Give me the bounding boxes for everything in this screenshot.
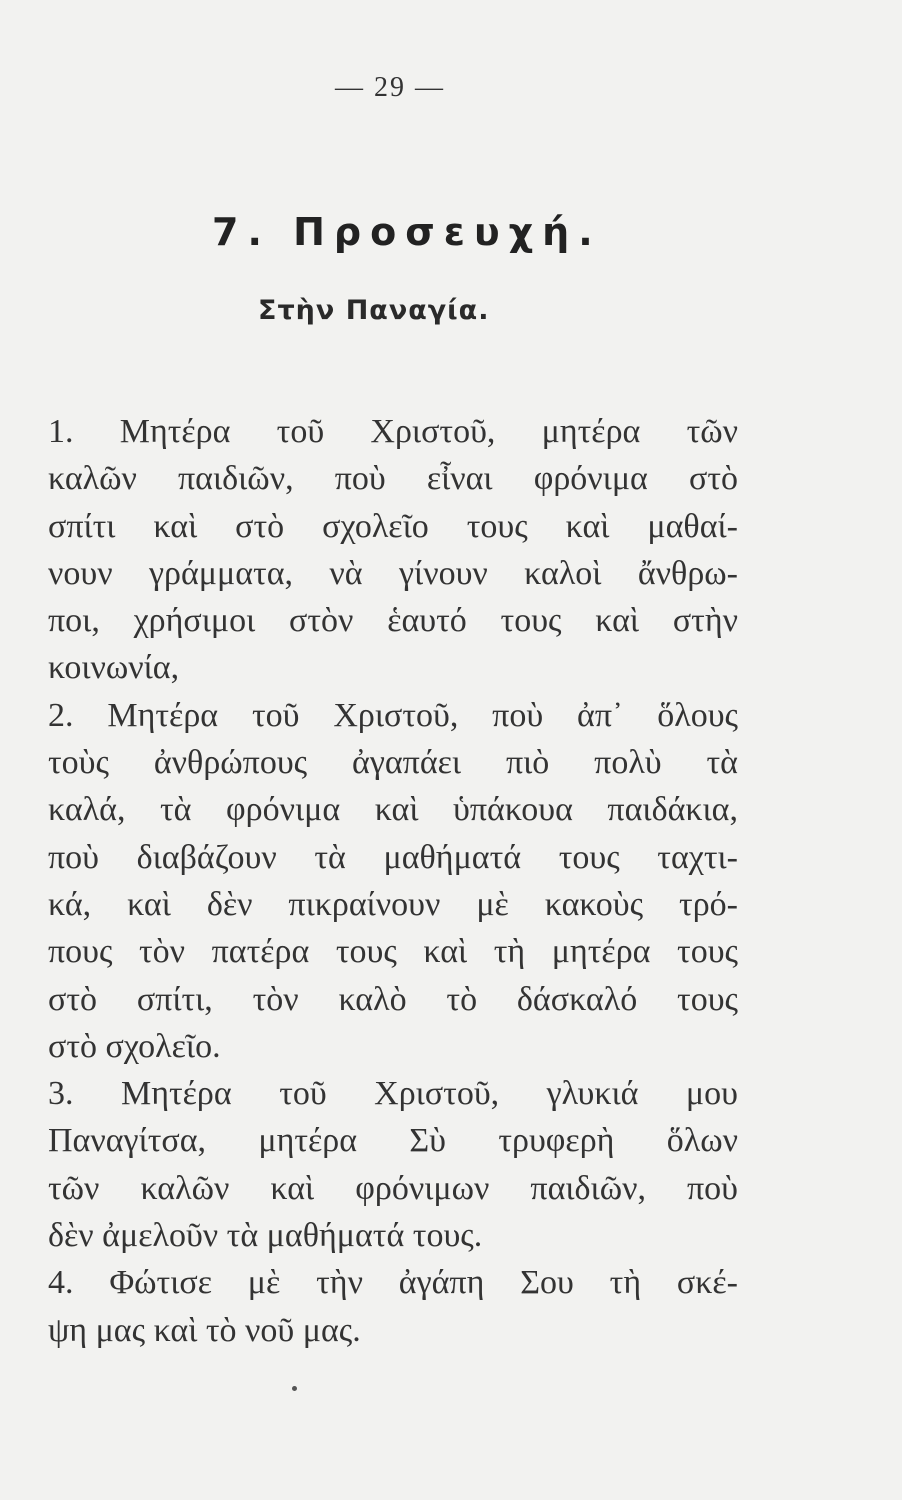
text-line: σπίτι καὶ στὸ σχολεῖο τους καὶ μαθαί- [48,507,738,545]
text-line: καλῶν παιδιῶν, ποὺ εἶναι φρόνιμα στὸ [48,460,738,498]
text-line: ποι, χρήσιμοι στὸν ἑαυτό τους καὶ στὴν [48,602,738,640]
subtitle: Στὴν Παναγία. [258,295,490,326]
text-line: κοινωνία, [48,649,180,687]
text-line: πους τὸν πατέρα τους καὶ τὴ μητέρα τους [48,933,738,971]
ink-speck [292,1386,297,1391]
text-line: καλά, τὰ φρόνιμα καὶ ὑπάκουα παιδάκια, [48,791,738,829]
text-line: ψη μας καὶ τὸ νοῦ μας. [48,1311,361,1349]
text-line: 4. Φώτισε μὲ τὴν ἀγάπη Σου τὴ σκέ- [48,1264,738,1302]
text-line: Παναγίτσα, μητέρα Σὺ τρυφερὴ ὅλων [48,1122,738,1160]
text-line: τοὺς ἀνθρώπους ἀγαπάει πιὸ πολὺ τὰ [48,744,738,782]
text-line: νουν γράμματα, νὰ γίνουν καλοὶ ἄνθρω- [48,554,738,592]
text-line: στὸ σπίτι, τὸν καλὸ τὸ δάσκαλό τους [48,980,738,1018]
text-line: 3. Μητέρα τοῦ Χριστοῦ, γλυκιά μου [48,1075,738,1113]
text-line: στὸ σχολεῖο. [48,1027,221,1065]
chapter-title: 7. Προσευχή. [212,210,602,254]
text-line: ποὺ διαβάζουν τὰ μαθήματά τους ταχτι- [48,838,738,876]
prayer-text [48,408,738,1354]
text-line: κά, καὶ δὲν πικραίνουν μὲ κακοὺς τρό- [48,885,738,923]
text-line: 1. Μητέρα τοῦ Χριστοῦ, μητέρα τῶν [48,413,738,450]
text-line: 2. Μητέρα τοῦ Χριστοῦ, ποὺ ἀπ᾽ ὅλους [48,696,738,734]
page-number: — 29 — [335,72,445,103]
text-line: τῶν καλῶν καὶ φρόνιμων παιδιῶν, ποὺ [48,1169,738,1207]
text-line: δὲν ἀμελοῦν τὰ μαθήματά τους. [48,1217,483,1255]
